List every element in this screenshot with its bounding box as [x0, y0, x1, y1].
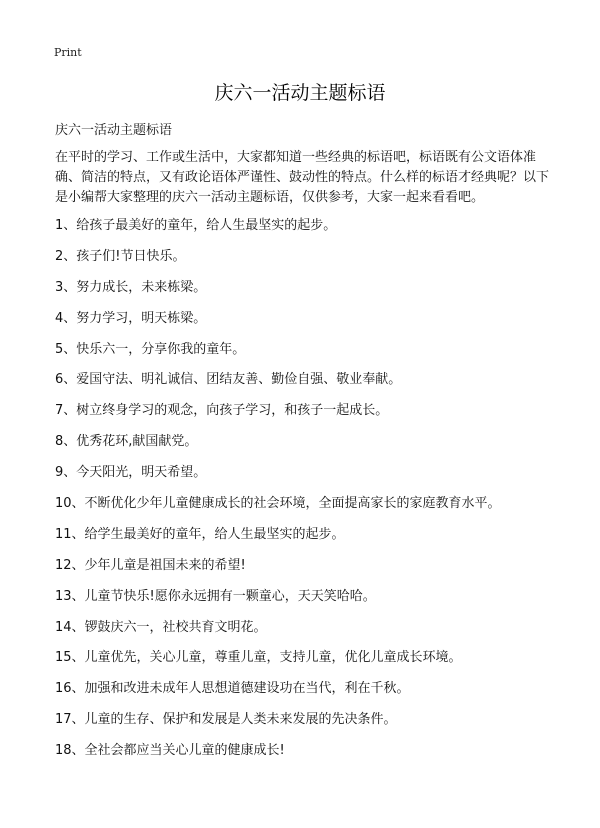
slogan-item: 1、给孩子最美好的童年，给人生最坚实的起步。 [55, 218, 337, 233]
slogan-item: 13、儿童节快乐!愿你永远拥有一颗童心，天天笑哈哈。 [55, 588, 376, 604]
slogan-item: 10、不断优化少年儿童健康成长的社会环境，全面提高家长的家庭教育水平。 [55, 496, 501, 512]
slogan-item: 16、加强和改进未成年人思想道德建设功在当代，利在千秋。 [55, 681, 410, 697]
slogan-item: 18、全社会都应当关心儿童的健康成长! [55, 743, 285, 759]
slogan-item: 15、儿童优先，关心儿童，尊重儿童，支持儿童，优化儿童成长环境。 [55, 650, 462, 666]
slogan-item: 17、儿童的生存、保护和发展是人类未来发展的先决条件。 [55, 712, 397, 728]
slogan-item: 4、努力学习，明天栋梁。 [55, 310, 207, 326]
page-title: 庆六一活动主题标语 [214, 82, 386, 104]
slogan-item: 3、努力成长，未来栋梁。 [55, 279, 207, 295]
slogan-item: 12、少年儿童是祖国未来的希望! [55, 557, 246, 573]
article-subtitle: 庆六一活动主题标语 [55, 123, 173, 138]
slogan-item: 5、快乐六一，分享你我的童年。 [55, 341, 246, 357]
slogan-item: 6、爱国守法、明礼诚信、团结友善、勤俭自强、敬业奉献。 [55, 372, 402, 388]
intro-paragraph: 在平时的学习、工作或生活中，大家都知道一些经典的标语吧，标语既有公文语体准确、简洁的特点，又有政论语体严谨性、鼓动性的特点。什么样的标语才经典呢？以下是小编帮大家整理的庆六一活动主题标语，仅供参考，大家一起来看看吧。 [55, 150, 550, 205]
slogan-item: 8、优秀花环,献国献党。 [55, 434, 198, 450]
slogan-item: 7、树立终身学习的观念，向孩子学习，和孩子一起成长。 [55, 403, 389, 419]
slogan-list [55, 216, 501, 772]
print-link[interactable]: Print [54, 46, 82, 59]
slogan-item: 9、今天阳光，明天希望。 [55, 465, 207, 481]
slogan-item: 2、孩子们!节日快乐。 [55, 248, 186, 264]
slogan-item: 14、锣鼓庆六一，社校共育文明花。 [55, 619, 267, 635]
slogan-item: 11、给学生最美好的童年，给人生最坚实的起步。 [55, 526, 345, 542]
